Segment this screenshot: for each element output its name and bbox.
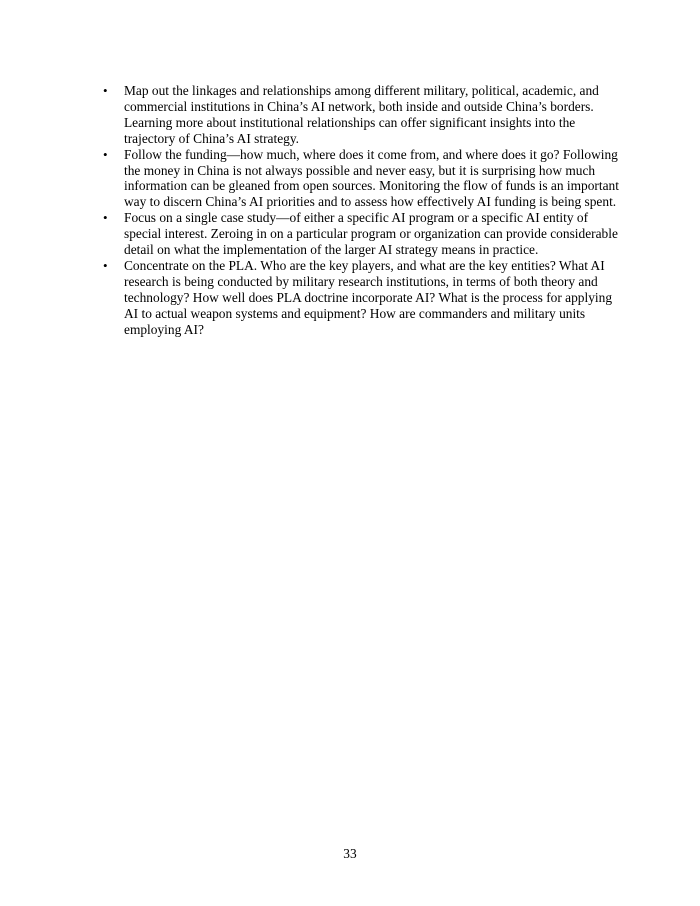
recommendations-list [99,83,624,338]
list-item-text: Follow the funding—how much, where does it come from, and where does it go? Following the money in China is not always possible and never easy, but it is surprising how much information can be gleaned from open sources. Monitoring the flow of funds is an important way to discern China’s AI priorities and to assess how effectively AI funding is being spent. [124,146,619,210]
list-item [99,83,624,147]
list-item [99,210,624,258]
list-item [99,147,624,211]
list-item-text: Concentrate on the PLA. Who are the key players, and what are the key entities? What AI research is being conducted by military research institutions, in terms of both theory and technology? How well does PLA doctrine incorporate AI? What is the process for applying AI to actual weapon systems and equipment? How are commanders and military units employing AI? [124,257,613,337]
bullet-marker: • [103,146,108,162]
bullet-marker: • [103,210,108,226]
page-number: 33 [343,846,357,861]
bullet-marker: • [103,257,108,273]
list-item-text: Map out the linkages and relationships among different military, political, academic, and commercial institutions in China’s AI network, both inside and outside China’s borders. Learning more about institutional relationships can offer significant insights into the trajectory of China’s AI strategy. [124,83,599,146]
list-item [99,258,624,338]
list-item-text: Focus on a single case study—of either a specific AI program or a specific AI entity of special interest. Zeroing in on a particular program or organization can provide considerable detail on what the implementation of the larger AI strategy means in practice. [124,210,618,258]
bullet-marker: • [103,83,108,98]
